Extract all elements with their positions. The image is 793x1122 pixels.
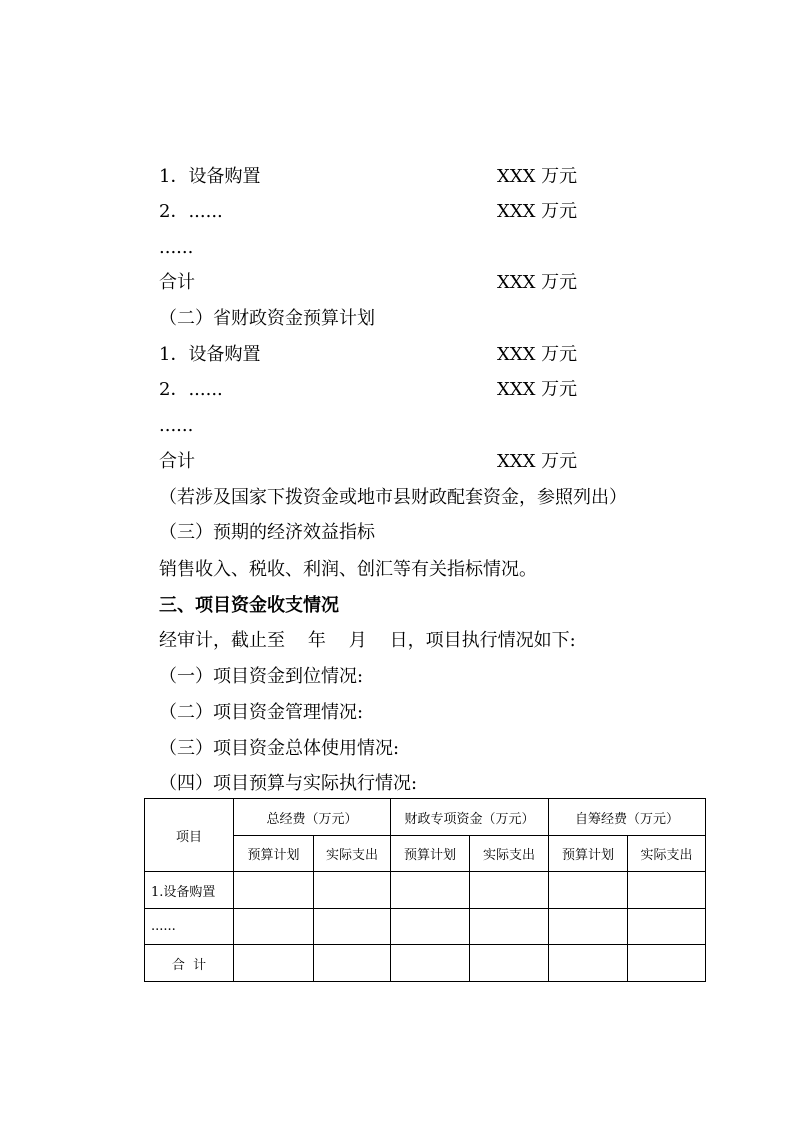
section-3-item-4: （四）项目预算与实际执行情况: xyxy=(159,773,418,794)
table-header-self-funds: 自筹经费（万元） xyxy=(549,799,706,836)
plan-b-total-amount: XXX 万元 xyxy=(497,451,578,472)
table-cell xyxy=(549,945,628,982)
table-cell xyxy=(391,909,470,945)
funding-note: （若涉及国家下拨资金或地市县财政配套资金，参照列出） xyxy=(159,487,627,508)
table-cell xyxy=(628,872,706,909)
plan-a-item-1-label: 1．设备购置 xyxy=(159,166,261,187)
plan-b-ellipsis: ...... xyxy=(159,415,194,436)
plan-b-item-1-label: 1．设备购置 xyxy=(159,344,261,365)
section-3-item-3: （三）项目资金总体使用情况: xyxy=(159,738,400,759)
section-3-heading: 三、项目资金收支情况 xyxy=(159,595,339,616)
plan-a-total-label: 合计 xyxy=(159,272,195,293)
plan-b-total-label: 合计 xyxy=(159,451,195,472)
table-row-label: 1.设备购置 xyxy=(145,872,234,909)
table-cell xyxy=(391,872,470,909)
table-cell xyxy=(549,909,628,945)
table-row-total-label: 合 计 xyxy=(145,945,234,982)
plan-a-item-1-amount: XXX 万元 xyxy=(497,166,578,187)
plan-b-item-2-label: 2．...... xyxy=(159,379,223,400)
table-header-project: 项目 xyxy=(145,799,234,872)
table-cell xyxy=(470,945,549,982)
plan-b-item-2-amount: XXX 万元 xyxy=(497,379,578,400)
plan-a-ellipsis: ...... xyxy=(159,237,194,258)
table-cell xyxy=(470,909,549,945)
table-cell xyxy=(549,872,628,909)
table-row-label: ...... xyxy=(145,909,234,945)
table-subheader-actual: 实际支出 xyxy=(470,836,549,872)
table-cell xyxy=(628,909,706,945)
plan-b-title: （二）省财政资金预算计划 xyxy=(159,308,375,329)
table-cell xyxy=(628,945,706,982)
table-cell xyxy=(314,909,391,945)
benefit-title: （三）预期的经济效益指标 xyxy=(159,522,375,543)
table-subheader-actual: 实际支出 xyxy=(314,836,391,872)
table-subheader-actual: 实际支出 xyxy=(628,836,706,872)
plan-b-item-1-amount: XXX 万元 xyxy=(497,344,578,365)
section-3-item-1: （一）项目资金到位情况: xyxy=(159,666,364,687)
table-cell xyxy=(470,872,549,909)
table-header-total-funds: 总经费（万元） xyxy=(234,799,391,836)
table-subheader-budget: 预算计划 xyxy=(234,836,314,872)
section-3-item-2: （二）项目资金管理情况: xyxy=(159,702,364,723)
table-cell xyxy=(391,945,470,982)
table-subheader-budget: 预算计划 xyxy=(391,836,470,872)
table-header-fiscal-funds: 财政专项资金（万元） xyxy=(391,799,549,836)
benefit-text: 销售收入、税收、利润、创汇等有关指标情况。 xyxy=(159,559,537,580)
table-subheader-budget: 预算计划 xyxy=(549,836,628,872)
budget-execution-table xyxy=(144,798,706,982)
table-cell xyxy=(314,872,391,909)
plan-a-item-2-amount: XXX 万元 xyxy=(497,201,578,222)
table-cell xyxy=(234,945,314,982)
table-cell xyxy=(314,945,391,982)
table-cell xyxy=(234,872,314,909)
plan-a-total-amount: XXX 万元 xyxy=(497,272,578,293)
plan-a-item-2-label: 2．...... xyxy=(159,201,223,222)
table-cell xyxy=(234,909,314,945)
audit-statement: 经审计，截止至 年 月 日，项目执行情况如下: xyxy=(159,630,576,651)
